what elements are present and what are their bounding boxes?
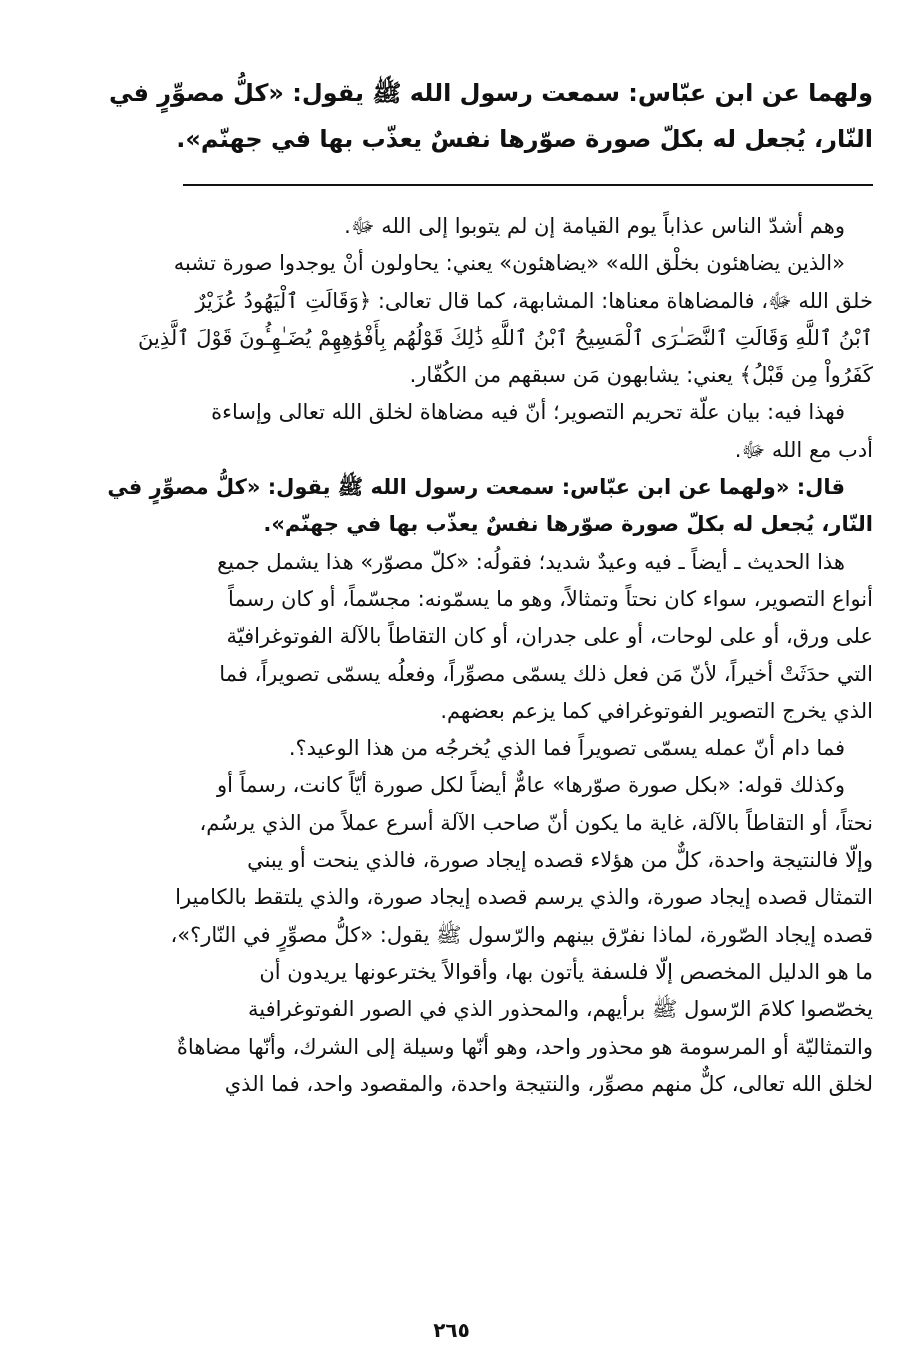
text-line: هذا الحديث ـ أيضاً ـ فيه وعيدٌ شديد؛ فقولُه: «كلّ مصوّر» هذا يشمل جميع (217, 549, 845, 574)
text-line: خلق الله ﷻ، فالمضاهاة معناها: المشابهة، كما قال تعالى: ﴿وَقَالَتِ ٱلْيَهُودُ عُزَيْرٌ (195, 288, 873, 313)
commentary (78, 208, 873, 1103)
text-line: أنواع التصوير، سواء كان نحتاً وتمثالاً، وهو ما يسمّونه: مجسّماً، أو كان رسماً (228, 586, 873, 611)
text-line: يخصّصوا كلامَ الرّسول ﷺ برأيهم، والمحذور الذي في الصور الفوتوغرافية (247, 997, 873, 1022)
text-line: قصده إيجاد الصّورة، لماذا نفرّق بينهم والرّسول ﷺ يقول: «كلُّ مصوِّرٍ في النّار؟»، (170, 922, 873, 947)
page-content (78, 70, 873, 1103)
text-line: على ورق، أو على لوحات، أو على جدران، أو كان التقاطاً بالآلة الفوتوغرافيّة (226, 624, 873, 649)
text-line: وكذلك قوله: «بكل صورة صوّرها» عامٌّ أيضاً لكل صورة أيّاً كانت، رسماً أو (216, 773, 845, 798)
text-line: «الذين يضاهئون بخلْق الله» «يضاهئون» يعني: يحاولون أنْ يوجدوا صورة تشبه (173, 251, 845, 276)
divider (183, 184, 873, 186)
page-number: ٢٦٥ (433, 1318, 470, 1342)
hadith-text (78, 70, 873, 162)
text-line: التمثال قصده إيجاد صورة، والذي يرسم قصده إيجاد صورة، والذي يلتقط بالكاميرا (175, 885, 873, 910)
text-line: وهم أشدّ الناس عذاباً يوم القيامة إن لم يتوبوا إلى الله ﷻ. (344, 214, 845, 238)
text-line: لخلق الله تعالى، كلٌّ منهم مصوِّر، والنتيجة واحدة، والمقصود واحد، فما الذي (224, 1071, 873, 1096)
text-line: النّار، يُجعل له بكلّ صورة صوّرها نفسٌ يعذّب بها في جهنّم». (263, 512, 873, 537)
text-line: قال: «ولهما عن ابن عبّاس: سمعت رسول الله ﷺ يقول: «كلُّ مصوِّرٍ في (107, 475, 845, 500)
hadith-line: النّار، يُجعل له بكلّ صورة صوّرها نفسٌ يعذّب بها في جهنّم». (176, 125, 873, 153)
text-line: وإلّا فالنتيجة واحدة، كلٌّ من هؤلاء قصده إيجاد صورة، فالذي ينحت أو يبني (247, 848, 873, 873)
text-line: أدب مع الله ﷻ. (734, 437, 873, 462)
text-line: ما هو الدليل المخصص إلّا فلسفة يأتون بها، وأقوالاً يخترعونها يريدون أن (259, 959, 873, 984)
text-line: التي حدَثَتْ أخيراً، لأنّ مَن فعل ذلك يسمّى مصوِّراً، وفعلُه يسمّى تصويراً، فما (219, 661, 873, 686)
text-line: الذي يخرج التصوير الفوتوغرافي كما يزعم بعضهم. (440, 698, 873, 723)
text-line: والتمثاليّة أو المرسومة هو محذور واحد، وهو أنّها وسيلة إلى الشرك، وأنّها مضاهاةٌ (176, 1034, 873, 1059)
text-line: فهذا فيه: بيان علّة تحريم التصوير؛ أنّ فيه مضاهاة لخلق الله تعالى وإساءة (211, 400, 845, 425)
text-line: كَفَرُواْ مِن قَبْلُ﴾ يعني: يشابهون مَن سبقهم من الكُفّار. (409, 363, 873, 388)
text-line: نحتاً، أو التقاطاً بالآلة، غاية ما يكون أنّ صاحب الآلة أسرع عملاً من الذي يرسُم، (199, 810, 873, 835)
text-line: فما دام أنّ عمله يسمّى تصويراً فما الذي يُخرجُه من هذا الوعيد؟. (288, 736, 845, 761)
hadith-line: ولهما عن ابن عبّاس: سمعت رسول الله ﷺ يقول: «كلُّ مصوِّرٍ في (108, 79, 873, 107)
text-line: ٱبْنُ ٱللَّهِ وَقَالَتِ ٱلنَّصَـٰرَى ٱلْمَسِيحُ ٱبْنُ ٱللَّهِ ذَٰلِكَ قَوْلُهُم بِأَفْوَٰهِهِمْ يُضَـٰهِـُٔونَ قَوْلَ ٱلَّذِينَ (138, 325, 873, 350)
